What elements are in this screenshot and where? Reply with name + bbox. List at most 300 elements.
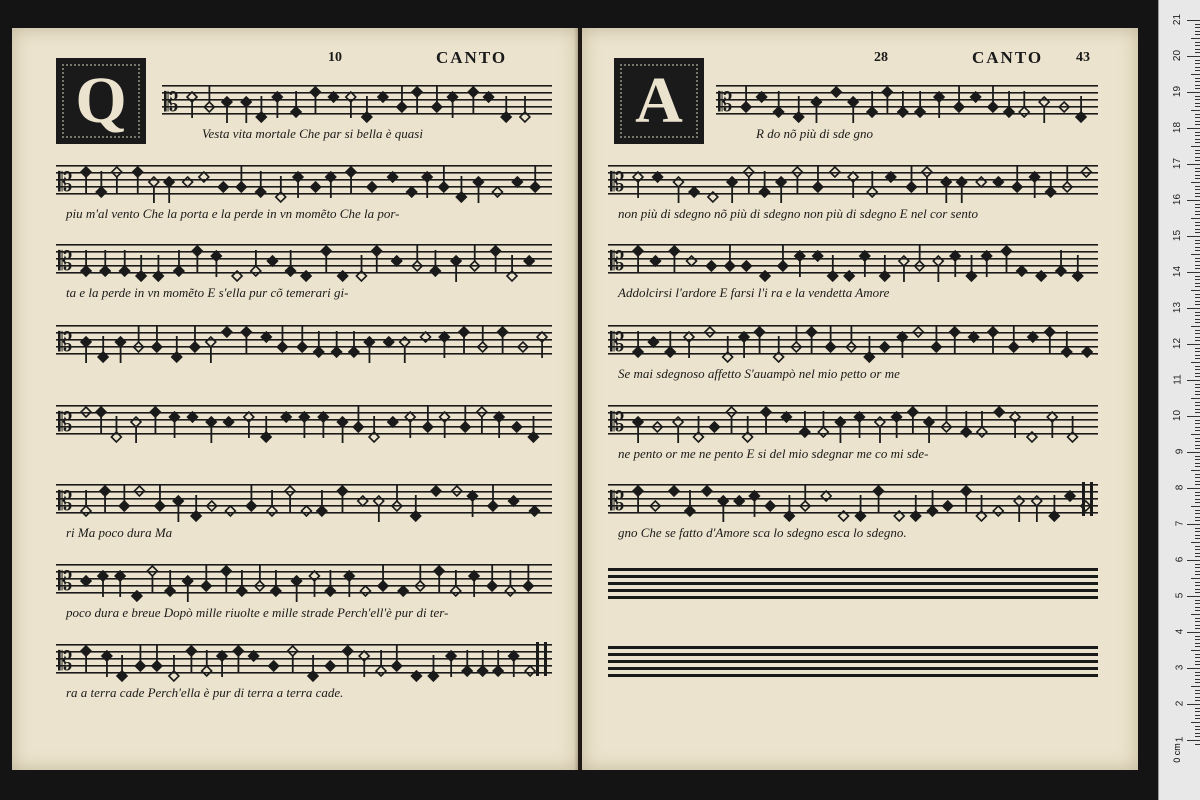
staff-line: [608, 165, 1098, 167]
ruler-minor-tick: [1195, 333, 1200, 334]
ruler-minor-tick: [1195, 700, 1200, 701]
ruler-minor-tick: [1195, 168, 1200, 169]
staff-line: [56, 405, 552, 407]
ruler-minor-tick: [1191, 290, 1200, 291]
ruler-minor-tick: [1195, 358, 1200, 359]
note: [314, 331, 324, 357]
ruler-minor-tick: [1195, 621, 1200, 622]
staff-line: [608, 251, 1098, 253]
staff-line: [608, 512, 1098, 514]
ruler-minor-tick: [1195, 420, 1200, 421]
note: [291, 91, 301, 117]
note: [1032, 496, 1042, 522]
ruler-unit: 0 cm: [1172, 743, 1183, 763]
note: [774, 91, 784, 117]
ruler-minor-tick: [1195, 492, 1200, 493]
note: [462, 650, 472, 676]
ruler-minor-tick: [1195, 582, 1200, 583]
note: [957, 177, 967, 203]
clef-mark: 𝄡: [58, 408, 73, 437]
ruler-label: 19: [1171, 85, 1183, 98]
ruler-minor-tick: [1195, 654, 1200, 655]
ruler-minor-tick: [1195, 348, 1200, 349]
left-page: [12, 28, 578, 770]
music-staff: [608, 642, 1098, 682]
ruler-minor-tick: [1195, 394, 1200, 395]
ruler-minor-tick: [1195, 481, 1200, 482]
ruler-minor-tick: [1195, 744, 1200, 745]
staff-line: [608, 484, 1098, 486]
ruler-minor-tick: [1195, 697, 1200, 698]
note: [525, 666, 535, 676]
note: [673, 417, 683, 443]
ruler-minor-tick: [1195, 618, 1200, 619]
ruler-label: 7: [1174, 520, 1186, 527]
note: [776, 177, 786, 203]
right-page-number: 28: [874, 50, 888, 65]
note: [1056, 250, 1066, 276]
final-barline: [1082, 482, 1085, 516]
ruler-minor-tick: [1195, 592, 1200, 593]
ruler-minor-tick: [1195, 384, 1200, 385]
ruler-tick: [1187, 236, 1200, 237]
ruler-minor-tick: [1195, 186, 1200, 187]
note: [311, 182, 321, 192]
ruler-minor-tick: [1195, 337, 1200, 338]
ruler-minor-tick: [1195, 409, 1200, 410]
ruler-minor-tick: [1195, 322, 1200, 323]
ruler-minor-tick: [1195, 204, 1200, 205]
ruler-minor-tick: [1195, 319, 1200, 320]
ruler-minor-tick: [1195, 42, 1200, 43]
ruler-minor-tick: [1195, 520, 1200, 521]
ruler-minor-tick: [1195, 157, 1200, 158]
note: [509, 496, 519, 506]
ruler-minor-tick: [1195, 103, 1200, 104]
note: [301, 506, 311, 516]
lyric-line: piu m'al vento Che la porta e la perde in vn momẽto Che la por-: [66, 206, 400, 221]
ruler-minor-tick: [1195, 312, 1200, 313]
ruler-minor-tick: [1195, 366, 1200, 367]
ruler-minor-tick: [1195, 438, 1200, 439]
note: [530, 506, 540, 516]
ruler-minor-tick: [1195, 682, 1200, 683]
ruler-minor-tick: [1191, 362, 1200, 363]
clef-mark: 𝄡: [58, 168, 73, 197]
note: [687, 256, 697, 266]
ruler-minor-tick: [1195, 535, 1200, 536]
clef-mark: 𝄡: [610, 247, 625, 276]
ruler-label: 14: [1171, 265, 1183, 278]
staff-line: [56, 644, 552, 646]
staff-line: [56, 665, 552, 667]
staff-line: [608, 325, 1098, 327]
staff-line: [608, 244, 1098, 246]
ruler-minor-tick: [1195, 412, 1200, 413]
note: [669, 486, 679, 496]
note: [218, 182, 228, 192]
music-staff: [56, 321, 552, 361]
ruler-label: 8: [1174, 484, 1186, 491]
note: [665, 331, 675, 357]
note: [358, 496, 368, 506]
note: [222, 327, 232, 337]
ruler-minor-tick: [1195, 207, 1200, 208]
note: [451, 256, 461, 282]
ruler-minor-tick: [1195, 585, 1200, 586]
ruler-minor-tick: [1195, 304, 1200, 305]
ruler-label: 2: [1174, 700, 1186, 707]
measurement-ruler: [1158, 0, 1200, 800]
ruler-minor-tick: [1195, 441, 1200, 442]
staff-line: [56, 498, 552, 500]
ruler-minor-tick: [1195, 564, 1200, 565]
music-staff: [608, 564, 1098, 604]
ruler-minor-tick: [1195, 369, 1200, 370]
ruler-minor-tick: [1195, 657, 1200, 658]
ruler-minor-tick: [1195, 556, 1200, 557]
ruler-minor-tick: [1195, 405, 1200, 406]
clef-mark: 𝄡: [610, 168, 625, 197]
note: [1004, 91, 1014, 117]
note: [81, 250, 91, 276]
ruler-minor-tick: [1195, 402, 1200, 403]
staff-line: [162, 99, 552, 101]
note: [800, 411, 810, 437]
ruler-minor-tick: [1191, 650, 1200, 651]
lyric-line: gno Che se fatto d'Amore sca lo sdegno esca lo sdegno.: [618, 525, 907, 540]
staff-line: [608, 505, 1098, 507]
note: [1082, 347, 1092, 357]
ruler-tick: [1187, 704, 1200, 705]
note: [993, 506, 1003, 516]
staff-line: [56, 658, 552, 660]
right-page-header: CANTO: [972, 48, 1044, 67]
ruler-minor-tick: [1195, 708, 1200, 709]
ruler-tick: [1187, 128, 1200, 129]
ruler-minor-tick: [1191, 398, 1200, 399]
note: [183, 576, 193, 602]
ruler-tick: [1187, 632, 1200, 633]
ruler-minor-tick: [1195, 117, 1200, 118]
ruler-label: 1: [1174, 736, 1186, 743]
ruler-minor-tick: [1195, 52, 1200, 53]
ruler-minor-tick: [1195, 330, 1200, 331]
lyric-line: non più di sdegno nõ più di sdegno non più di sdegno E nel cor sento: [618, 206, 979, 221]
ruler-minor-tick: [1195, 24, 1200, 25]
ruler-minor-tick: [1195, 661, 1200, 662]
staff-line: [56, 585, 552, 587]
ruler-minor-tick: [1191, 218, 1200, 219]
ruler-minor-tick: [1195, 513, 1200, 514]
ruler-label: 18: [1171, 121, 1183, 134]
note: [364, 337, 374, 363]
ruler-minor-tick: [1195, 693, 1200, 694]
note: [875, 417, 885, 443]
ruler-minor-tick: [1195, 106, 1200, 107]
staff-line: [608, 346, 1098, 348]
ruler-minor-tick: [1195, 459, 1200, 460]
music-staff: [716, 81, 1098, 121]
ruler-minor-tick: [1191, 146, 1200, 147]
note: [367, 182, 377, 192]
ruler-minor-tick: [1195, 495, 1200, 496]
note: [702, 486, 712, 496]
staff-line: [56, 592, 552, 594]
note: [430, 250, 440, 276]
note: [1046, 171, 1056, 197]
ruler-tick: [1187, 740, 1200, 741]
staff-line: [56, 258, 552, 260]
note: [96, 171, 106, 197]
music-staff: [608, 240, 1098, 280]
staff-line: [56, 193, 552, 195]
ruler-minor-tick: [1195, 153, 1200, 154]
ruler-minor-tick: [1195, 142, 1200, 143]
note: [961, 411, 971, 437]
music-staff: [56, 240, 552, 280]
lyric-line: ri Ma poco dura Ma: [66, 525, 173, 540]
ruler-minor-tick: [1195, 229, 1200, 230]
ruler-minor-tick: [1195, 63, 1200, 64]
note: [718, 496, 728, 522]
note: [374, 496, 384, 522]
staff-line: [608, 646, 1098, 649]
note: [81, 337, 91, 363]
ruler-minor-tick: [1195, 265, 1200, 266]
note: [149, 177, 159, 203]
ruler-minor-tick: [1195, 456, 1200, 457]
right-initial-letter: A: [614, 58, 704, 144]
music-staff: [608, 161, 1098, 201]
lyric-line: poco dura e breue Dopò mille riuolte e mille strade Perch'ell'è pur di ter-: [66, 605, 449, 620]
clef-mark: 𝄡: [58, 247, 73, 276]
note: [325, 661, 335, 671]
ruler-minor-tick: [1195, 726, 1200, 727]
ruler-minor-tick: [1195, 423, 1200, 424]
ruler-minor-tick: [1195, 211, 1200, 212]
ruler-minor-tick: [1191, 578, 1200, 579]
note: [81, 576, 91, 586]
ruler-label: 21: [1171, 13, 1183, 26]
ruler-minor-tick: [1195, 214, 1200, 215]
ruler-minor-tick: [1195, 124, 1200, 125]
ruler-minor-tick: [1191, 542, 1200, 543]
ruler-minor-tick: [1195, 240, 1200, 241]
staff-line: [162, 106, 552, 108]
note: [727, 177, 737, 203]
ruler-tick: [1187, 92, 1200, 93]
staff-line: [608, 353, 1098, 355]
staff-line: [56, 251, 552, 253]
note: [811, 97, 821, 123]
ruler-minor-tick: [1195, 387, 1200, 388]
note: [633, 331, 643, 357]
ruler-label: 9: [1174, 448, 1186, 455]
staff-line: [56, 505, 552, 507]
ruler-minor-tick: [1195, 160, 1200, 161]
ruler-minor-tick: [1195, 225, 1200, 226]
note: [673, 177, 683, 203]
note: [741, 261, 751, 271]
ruler-minor-tick: [1195, 276, 1200, 277]
ruler-minor-tick: [1191, 686, 1200, 687]
staff-line: [608, 589, 1098, 592]
ruler-minor-tick: [1195, 553, 1200, 554]
ruler-minor-tick: [1195, 232, 1200, 233]
left-initial-letter: Q: [56, 58, 146, 144]
staff-line: [56, 571, 552, 573]
clef-mark: 𝄡: [58, 328, 73, 357]
note: [206, 337, 216, 363]
ruler-minor-tick: [1195, 196, 1200, 197]
lyric-line: ra a terra cade Perch'ella è pur di terra a terra cade.: [66, 685, 344, 700]
ruler-tick: [1187, 416, 1200, 417]
note: [478, 650, 488, 676]
ruler-minor-tick: [1195, 121, 1200, 122]
staff-line: [716, 92, 1098, 94]
staff-line: [608, 660, 1098, 663]
ruler-minor-tick: [1195, 463, 1200, 464]
ruler-minor-tick: [1195, 466, 1200, 467]
ruler-label: 15: [1171, 229, 1183, 242]
ruler-tick: [1187, 596, 1200, 597]
note: [943, 501, 953, 511]
clef-mark: 𝄡: [610, 408, 625, 437]
right-page: [582, 28, 1138, 770]
note: [941, 177, 951, 203]
ruler-minor-tick: [1195, 546, 1200, 547]
ruler-minor-tick: [1195, 135, 1200, 136]
ruler-tick: [1187, 488, 1200, 489]
note: [633, 417, 643, 443]
note: [493, 650, 503, 676]
note: [183, 177, 193, 187]
ruler-minor-tick: [1195, 574, 1200, 575]
ruler-minor-tick: [1195, 114, 1200, 115]
note: [835, 417, 845, 443]
ruler-minor-tick: [1195, 639, 1200, 640]
ruler-minor-tick: [1191, 434, 1200, 435]
ruler-minor-tick: [1195, 610, 1200, 611]
note: [120, 250, 130, 276]
ruler-tick: [1187, 560, 1200, 561]
staff-line: [162, 113, 552, 115]
ruler-minor-tick: [1195, 70, 1200, 71]
note: [286, 250, 296, 276]
ruler-minor-tick: [1195, 690, 1200, 691]
note: [407, 187, 417, 197]
ruler-minor-tick: [1195, 430, 1200, 431]
ruler-minor-tick: [1195, 646, 1200, 647]
ruler-minor-tick: [1195, 628, 1200, 629]
note: [689, 187, 699, 197]
ruler-tick: [1187, 344, 1200, 345]
note: [760, 171, 770, 197]
lyric-line: ta e la perde in vn momẽto E s'ella pur cõ temerari gi-: [66, 285, 349, 300]
music-staff: [162, 81, 552, 121]
ruler-minor-tick: [1195, 679, 1200, 680]
note: [512, 422, 522, 432]
clef-mark: 𝄡: [58, 487, 73, 516]
note: [765, 501, 775, 511]
ruler-minor-tick: [1195, 294, 1200, 295]
ruler-minor-tick: [1195, 538, 1200, 539]
right-corner-mark: 43: [1076, 50, 1090, 65]
clef-mark: 𝄡: [164, 88, 179, 117]
staff-line: [56, 265, 552, 267]
ruler-label: 4: [1174, 628, 1186, 635]
ruler-minor-tick: [1191, 110, 1200, 111]
ruler-tick: [1187, 452, 1200, 453]
ruler-minor-tick: [1195, 340, 1200, 341]
ruler-minor-tick: [1195, 729, 1200, 730]
music-staff: [56, 480, 552, 520]
ruler-minor-tick: [1191, 254, 1200, 255]
ruler-minor-tick: [1191, 614, 1200, 615]
note: [867, 91, 877, 117]
ruler-tick: [1187, 524, 1200, 525]
staff-line: [608, 491, 1098, 493]
ruler-minor-tick: [1195, 549, 1200, 550]
note: [1014, 496, 1024, 522]
ruler-minor-tick: [1195, 81, 1200, 82]
note: [915, 91, 925, 117]
ruler-minor-tick: [1195, 733, 1200, 734]
ruler-label: 16: [1171, 193, 1183, 206]
clef-mark: 𝄡: [610, 487, 625, 516]
staff-line: [608, 575, 1098, 578]
staff-line: [608, 258, 1098, 260]
lyric-line: Se mai sdegnoso affetto S'auampò nel mio petto or me: [618, 366, 900, 381]
ruler-minor-tick: [1195, 175, 1200, 176]
staff-line: [608, 265, 1098, 267]
note: [164, 177, 174, 203]
ruler-minor-tick: [1195, 261, 1200, 262]
lyric-line: Vesta vita mortale Che par si bella è quasi: [202, 126, 423, 141]
staff-line: [608, 582, 1098, 585]
staff-line: [56, 332, 552, 334]
staff-line: [56, 339, 552, 341]
ruler-tick: [1187, 20, 1200, 21]
note: [241, 97, 251, 123]
ruler-minor-tick: [1191, 326, 1200, 327]
staff-line: [608, 596, 1098, 599]
note: [131, 417, 141, 443]
ruler-minor-tick: [1195, 664, 1200, 665]
ruler-label: 3: [1174, 664, 1186, 671]
ruler-label: 11: [1172, 374, 1184, 385]
note: [512, 177, 522, 187]
music-staff: [56, 640, 552, 680]
note: [100, 250, 110, 276]
ruler-minor-tick: [1195, 675, 1200, 676]
note: [392, 256, 402, 266]
ruler-minor-tick: [1195, 499, 1200, 500]
ruler-tick: [1187, 668, 1200, 669]
note: [933, 256, 943, 282]
ruler-minor-tick: [1195, 427, 1200, 428]
staff-line: [56, 244, 552, 246]
music-staff: [608, 480, 1098, 520]
ruler-minor-tick: [1195, 600, 1200, 601]
ruler-minor-tick: [1195, 243, 1200, 244]
note: [1062, 331, 1072, 357]
note: [431, 486, 441, 496]
note: [337, 417, 347, 443]
note: [173, 496, 183, 522]
note: [225, 506, 235, 516]
